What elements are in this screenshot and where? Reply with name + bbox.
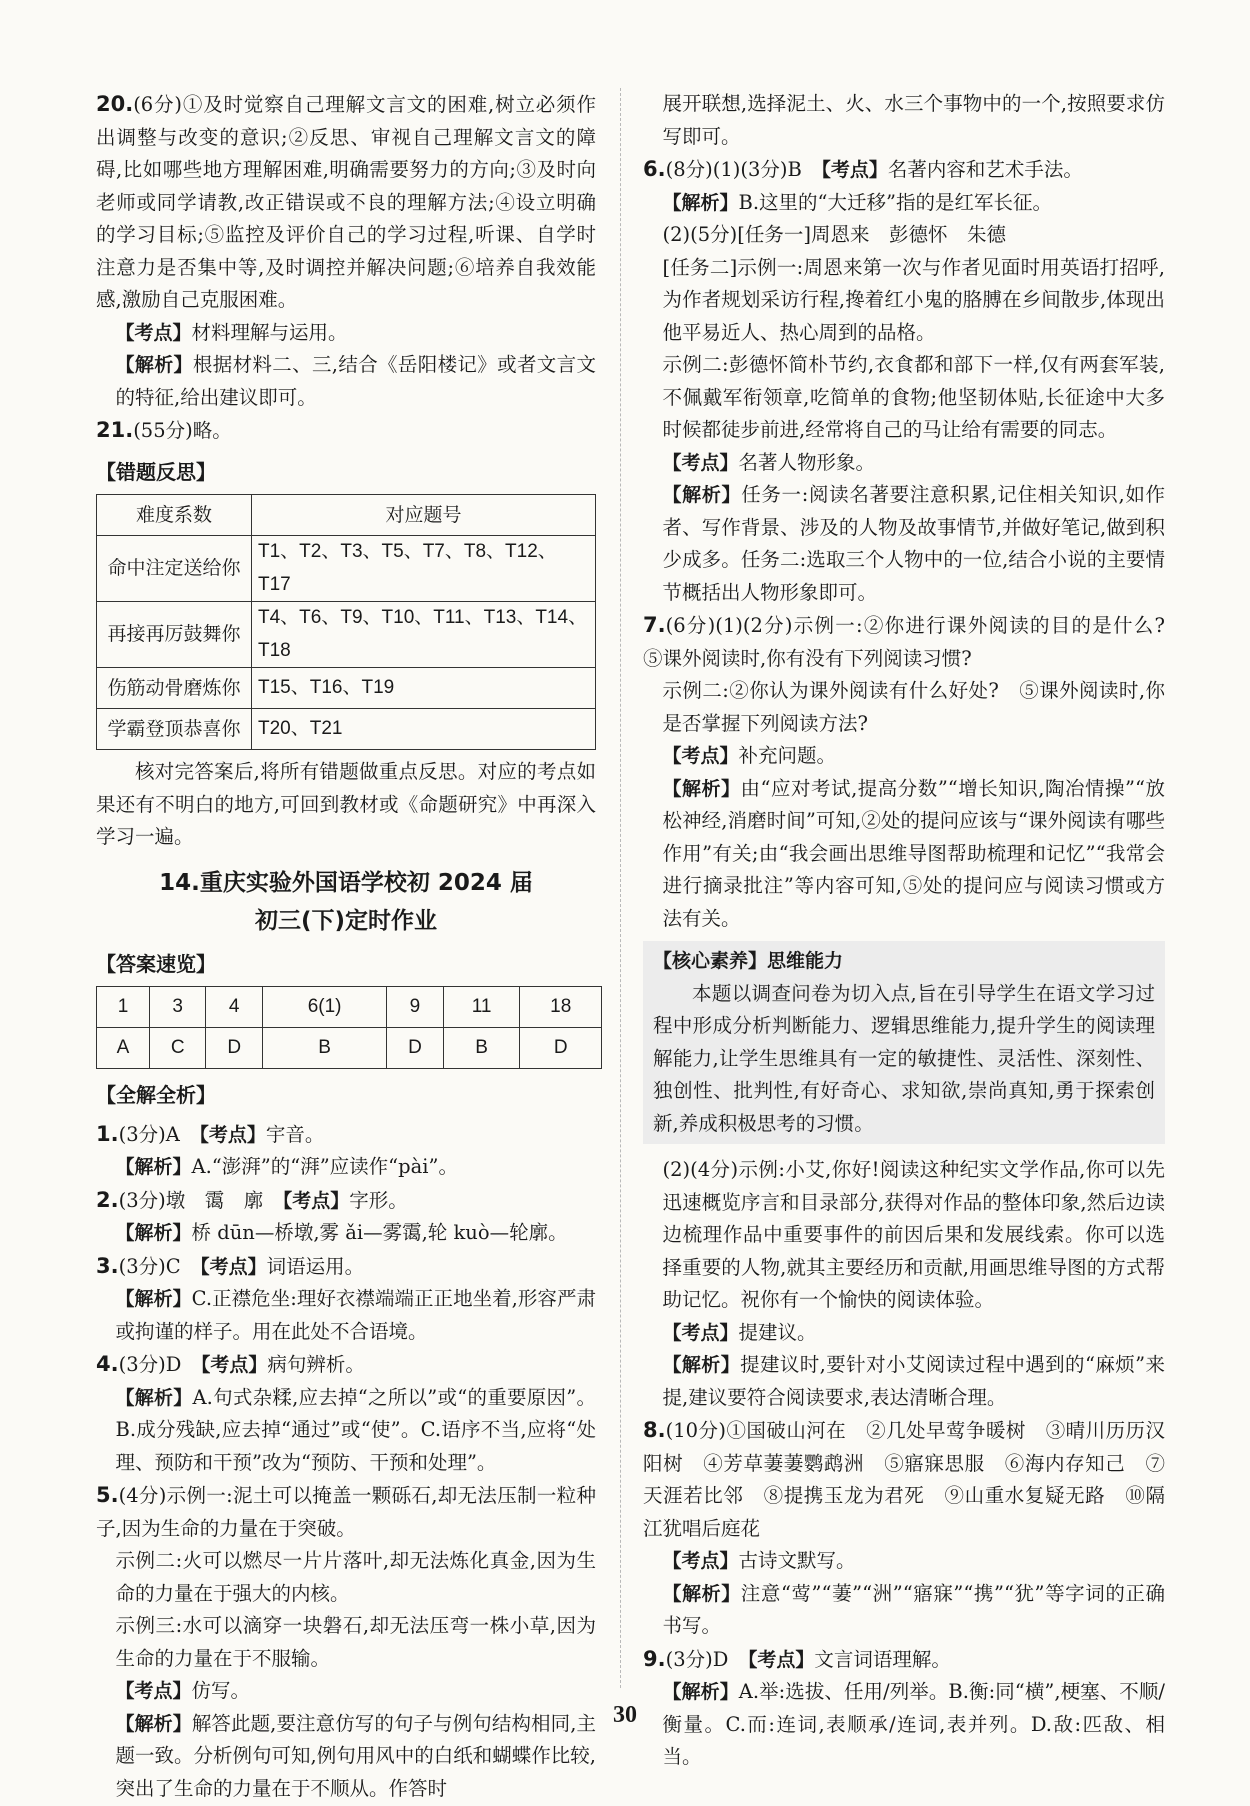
q8-answer: 8.(10分)①国破山河在 ②几处早莺争暖树 ③晴川历历汉阳树 ④芳草萋萋鹦鹉洲 ⑤寤寐思服 ⑥海内存知己 ⑦天涯若比邻 ⑧提携玉龙为君死 ⑨山重水复疑无路 ⑩隔江犹唱后庭花 xyxy=(643,1418,1165,1540)
q3-answer: 3.(3分)C 【考点】词语运用。 xyxy=(96,1253,365,1278)
q20-kaodian: 【考点】材料理解与运用。 xyxy=(115,320,348,344)
q7-jiexi: 【解析】由“应对考试,提高分数”“增长知识,陶冶情操”“放松神经,消磨时间”可知,②处的提问应该与“课外阅读有哪些作用”有关;由“我会画出思维导图帮助梳理和记忆”“我常会进行摘录批注”等内容可知,⑤处的提问应与阅读习惯或方法有关。 xyxy=(662,776,1165,930)
answer-text: (6分)①及时觉察自己理解文言文的困难,树立必须作出调整与改变的意识;②反思、审视自己理解文言文的障碍,比如哪些地方理解困难,明确需要努力的方向;③及时向老师或同学请教,改正错误或不良的理解方法;④设立明确的学习目标;⑤监控及评价自己的学习过程,听课、自学时注意力是否集中等,及时调控并解决问题;⑥培养自我效能感,激励自己克服困难。 xyxy=(96,93,596,311)
q7-jiexi: 【解析】提建议时,要针对小艾阅读过程中遇到的“麻烦”来提,建议要符合阅读要求,表达清晰合理。 xyxy=(662,1353,1165,1409)
q5-continuation: 展开联想,选择泥土、火、水三个事物中的一个,按照要求仿写即可。 xyxy=(662,92,1165,148)
table-row: 命中注定送给你 T1、T2、T3、T5、T7、T8、T12、T17 xyxy=(97,536,596,602)
full-analysis-tag: 【全解全析】 xyxy=(96,1083,216,1107)
core-literacy-heading: 【核心素养】思维能力 xyxy=(653,950,844,972)
q5-answer: 5.(4分)示例一:泥土可以掩盖一颗砾石,却无法压制一粒种子,因为生命的力量在于突破。 xyxy=(96,1483,596,1540)
table-header: 难度系数 xyxy=(97,495,252,536)
answer-quick-table xyxy=(96,986,602,1069)
q7-answer: 7.(6分)(1)(2分)示例一:②你进行课外阅读的目的是什么? ⑤课外阅读时,你有没有下列阅读习惯? xyxy=(643,613,1185,670)
q6-jiexi: 【解析】任务一:阅读名著要注意积累,记住相关知识,如作者、写作背景、涉及的人物及故事情节,并做好笔记,做到积少成多。任务二:选取三个人物中的一位,结合小说的主要情节概括出人物形象即可。 xyxy=(662,483,1165,604)
q6-kaodian: 【考点】名著人物形象。 xyxy=(662,450,876,474)
q4-jiexi: 【解析】A.句式杂糅,应去掉“之所以”或“的重要原因”。B.成分残缺,应去掉“通过”或“使”。C.语序不当,应将“处理、预防和干预”改为“预防、干预和处理”。 xyxy=(115,1385,596,1474)
table-header: 对应题号 xyxy=(252,495,596,536)
q20-answer xyxy=(96,88,596,317)
q6-task2-example: [任务二]示例一:周恩来第一次与作者见面时用英语打招呼,为作者规划采访行程,搀着红小鬼的胳膊在乡间散步,体现出他平易近人、热心周到的品格。 xyxy=(662,255,1165,344)
left-column xyxy=(96,88,596,1805)
q7-kaodian: 【考点】补充问题。 xyxy=(662,744,837,767)
core-literacy-box xyxy=(643,941,1165,1144)
q6-task2-example: 示例二:彭德怀简朴节约,衣食都和部下一样,仅有两套军装,不佩戴军衔领章,吃简单的食物;他坚韧体贴,长征途中大多时候都徒步前进,经常将自己的马让给有需要的同志。 xyxy=(662,353,1165,441)
table-row: 1 3 4 6(1) 9 11 18 xyxy=(97,987,602,1028)
right-column xyxy=(643,88,1185,1774)
error-reflection-tag: 【错题反思】 xyxy=(96,459,216,484)
q2-jiexi: 【解析】桥 dūn—桥墩,雾 ǎi—雾霭,轮 kuò—轮廓。 xyxy=(115,1221,568,1244)
q3-jiexi: 【解析】C.正襟危坐:理好衣襟端端正正地坐着,形容严肃或拘谨的样子。用在此处不合语境。 xyxy=(115,1287,596,1343)
answer-quick-tag: 【答案速览】 xyxy=(96,951,216,976)
table-row: 再接再厉鼓舞你 T4、T6、T9、T10、T11、T13、T14、T18 xyxy=(97,602,596,668)
q1-jiexi: 【解析】A.“澎湃”的“湃”应读作“pài”。 xyxy=(115,1155,458,1178)
q9-answer: 9.(3分)D 【考点】文言词语理解。 xyxy=(643,1646,951,1671)
question-number: 20. xyxy=(96,92,134,116)
table-row: A C D B D B D xyxy=(97,1028,602,1069)
q5-jiexi: 【解析】解答此题,要注意仿写的句子与例句结构相同,主题一致。分析例句可知,例句用风中的白纸和蝴蝶作比较,突出了生命的力量在于不顺从。作答时 xyxy=(115,1711,596,1800)
q8-kaodian: 【考点】古诗文默写。 xyxy=(662,1549,856,1572)
q5-example: 示例三:水可以滴穿一块磐石,却无法压弯一株小草,因为生命的力量在于不服输。 xyxy=(115,1614,596,1670)
q21-answer: 21.(55分)略。 xyxy=(96,418,232,442)
q6-jiexi: 【解析】B.这里的“大迁移”指的是红军长征。 xyxy=(662,190,1052,214)
q4-answer: 4.(3分)D 【考点】病句辨析。 xyxy=(96,1352,365,1376)
q8-jiexi: 【解析】注意“莺”“萋”“洲”“寤寐”“携”“犹”等字词的正确书写。 xyxy=(662,1581,1165,1637)
q20-jiexi: 【解析】根据材料二、三,结合《岳阳楼记》或者文言文的特征,给出建议即可。 xyxy=(115,353,596,409)
section-title: 14.重庆实验外国语学校初 2024 届 初三(下)定时作业 xyxy=(159,869,533,934)
q7-kaodian: 【考点】提建议。 xyxy=(662,1320,817,1344)
q5-kaodian: 【考点】仿写。 xyxy=(115,1679,251,1702)
q7-part2: (2)(4分)示例:小艾,你好!阅读这种纪实文学作品,你可以先迅速概览序言和目录部分,获得对作品的整体印象,然后边读边梳理作品中重要事件的前因后果和发展线索。你可以选择重要的人物,就其主要经历和贡献,用画思维导图的方式帮助记忆。祝你有一个愉快的阅读体验。 xyxy=(662,1158,1165,1311)
q2-answer: 2.(3分)墩 霭 廓 【考点】字形。 xyxy=(96,1187,408,1212)
column-divider xyxy=(620,88,621,1688)
page-number: 30 xyxy=(613,1702,637,1728)
error-reflection-note: 核对完答案后,将所有错题做重点反思。对应的考点如果还有不明白的地方,可回到教材或《命题研究》中再深入学习一遍。 xyxy=(96,760,596,848)
q6-part2: (2)(5分)[任务一]周恩来 彭德怀 朱德 xyxy=(662,223,1006,246)
q5-example: 示例二:火可以燃尽一片片落叶,却无法炼化真金,因为生命的力量在于强大的内核。 xyxy=(115,1549,596,1605)
q9-jiexi: 【解析】A.举:选拔、任用/列举。B.衡:同“横”,梗塞、不顺/衡量。C.而:连词,表顺承/连词,表并列。D.敌:匹敌、相当。 xyxy=(662,1680,1165,1768)
q6-answer: 6.(8分)(1)(3分)B 【考点】名著内容和艺术手法。 xyxy=(643,157,1083,181)
table-row: 伤筋动骨磨炼你 T15、T16、T19 xyxy=(97,668,596,709)
core-literacy-text: 本题以调查问卷为切入点,旨在引导学生在语文学习过程中形成分析判断能力、逻辑思维能力,提升学生的阅读理解能力,让学生思维具有一定的敏捷性、灵活性、深刻性、独创性、批判性,有好奇心、求知欲,崇尚真知,勇于探索创新,养成积极思考的习惯。 xyxy=(653,981,1155,1135)
table-row: 学霸登顶恭喜你 T20、T21 xyxy=(97,709,596,750)
q7-example: 示例二:②你认为课外阅读有什么好处? ⑤课外阅读时,你是否掌握下列阅读方法? xyxy=(662,679,1165,735)
q1-answer: 1.(3分)A 【考点】宇音。 xyxy=(96,1121,325,1146)
error-reflection-table xyxy=(96,494,596,750)
